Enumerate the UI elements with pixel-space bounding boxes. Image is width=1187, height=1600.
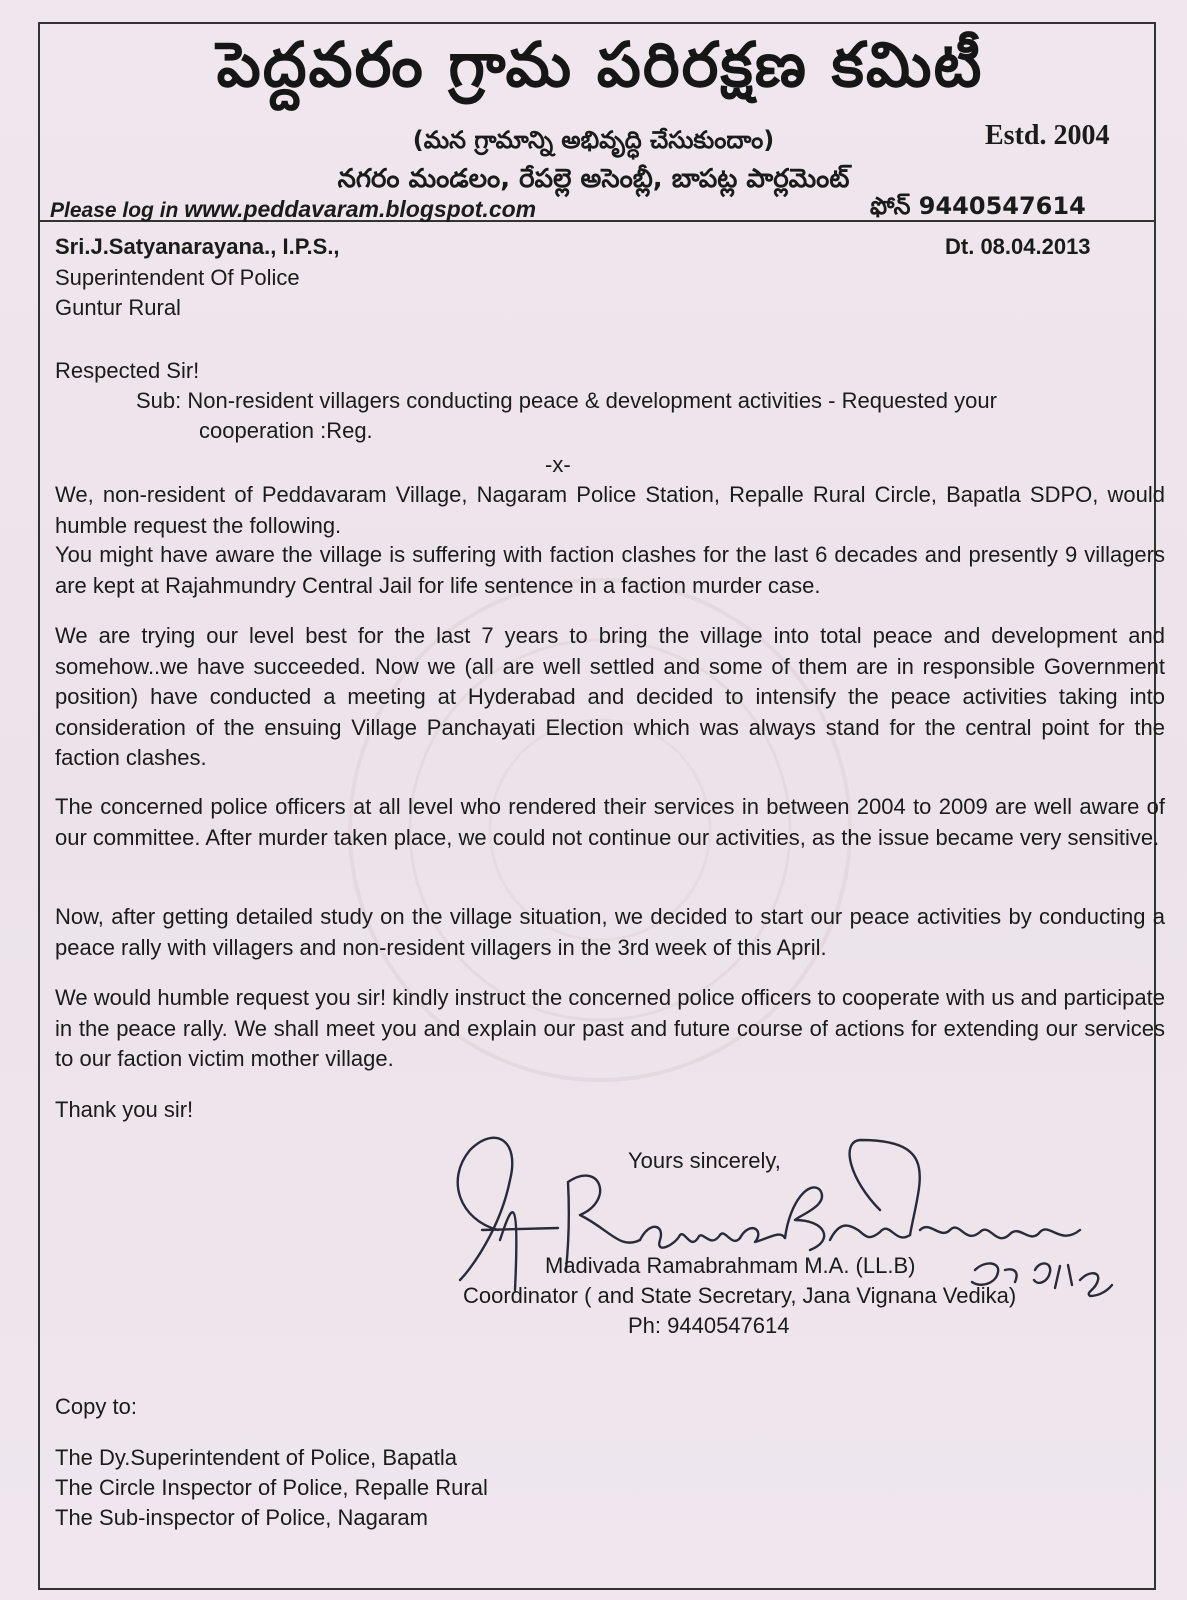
copy-recipient: The Dy.Superintendent of Police, Bapatla <box>55 1445 457 1470</box>
addressee-location: Guntur Rural <box>55 295 181 320</box>
paragraph-peace-rally: Now, after getting detailed study on the village situation, we decided to start our peace activities by conducting a peace rally with villagers and non-resident villagers in the 3rd week of this April. <box>55 904 1165 960</box>
copy-to-heading: Copy to: <box>55 1394 137 1419</box>
thanks-line: Thank you sir! <box>55 1097 194 1122</box>
website-url: www.peddavaram.blogspot.com <box>184 196 537 222</box>
login-prefix: Please log in <box>50 199 179 222</box>
addressee-name: Sri.J.Satyanarayana., I.P.S., <box>55 234 340 259</box>
letterhead-address: నగరం మండలం, రేపల్లె అసెంబ్లీ, బాపట్ల పార్లమెంట్ <box>337 164 850 194</box>
separator-mark: -x- <box>545 452 571 477</box>
letter-date: Dt. 08.04.2013 <box>945 234 1091 259</box>
paragraph-efforts: We are trying our level best for the last 7 years to bring the village into total peace and development and somehow..we have succeeded. Now we (all are well settled and some of them are in responsible Government position) have conducted a meeting at Hyderabad and decided to intensify the peace activities taking into consideration of the ensuing Village Panchayati Election which was always stand for the central point for the faction clashes. <box>55 623 1165 770</box>
addressee-designation: Superintendent Of Police <box>55 265 300 290</box>
signatory-phone: Ph: 9440547614 <box>628 1313 790 1338</box>
signatory-name: Madivada Ramabrahmam M.A. (LL.B) <box>545 1253 916 1278</box>
letterhead-tagline: (మన గ్రామాన్ని అభివృద్ధి చేసుకుందాం) <box>412 126 775 154</box>
copy-recipient: The Circle Inspector of Police, Repalle Rural <box>55 1475 488 1500</box>
valediction: Yours sincerely, <box>628 1148 781 1173</box>
subject-line-1: Sub: Non-resident villagers conducting peace & development activities - Requested your <box>136 388 997 413</box>
paragraph-police-awareness: The concerned police officers at all level who rendered their services in between 2004 to 2009 are well aware of our committee. After murder taken place, we could not continue our activities, as the issue became very sensitive. <box>55 794 1165 850</box>
paragraph-request: We would humble request you sir! kindly instruct the concerned police officers to cooperate with us and participate in the peace rally. We shall meet you and explain our past and future course of actions for extending our services to our faction victim mother village. <box>55 985 1165 1071</box>
signatory-role: Coordinator ( and State Secretary, Jana Vignana Vedika) <box>463 1283 1017 1308</box>
subject-line-2: cooperation :Reg. <box>199 418 373 443</box>
salutation: Respected Sir! <box>55 358 200 383</box>
website-line <box>50 196 536 223</box>
copy-recipient: The Sub-inspector of Police, Nagaram <box>55 1505 428 1530</box>
paragraph-background: You might have aware the village is suffering with faction clashes for the last 6 decades and presently 9 villagers are kept at Rajahmundry Central Jail for life sentence in a faction murder case. <box>55 542 1165 598</box>
established-year: Estd. 2004 <box>985 120 1110 151</box>
letterhead-phone: ఫోన్ 9440547614 <box>870 192 1086 220</box>
letterhead-title: పెద్దవరం గ్రామ పరిరక్షణ కమిటీ <box>216 28 984 101</box>
paragraph-intro: We, non-resident of Peddavaram Village, Nagaram Police Station, Repalle Rural Circle, Bapatla SDPO, would humble request the following. <box>55 482 1165 538</box>
